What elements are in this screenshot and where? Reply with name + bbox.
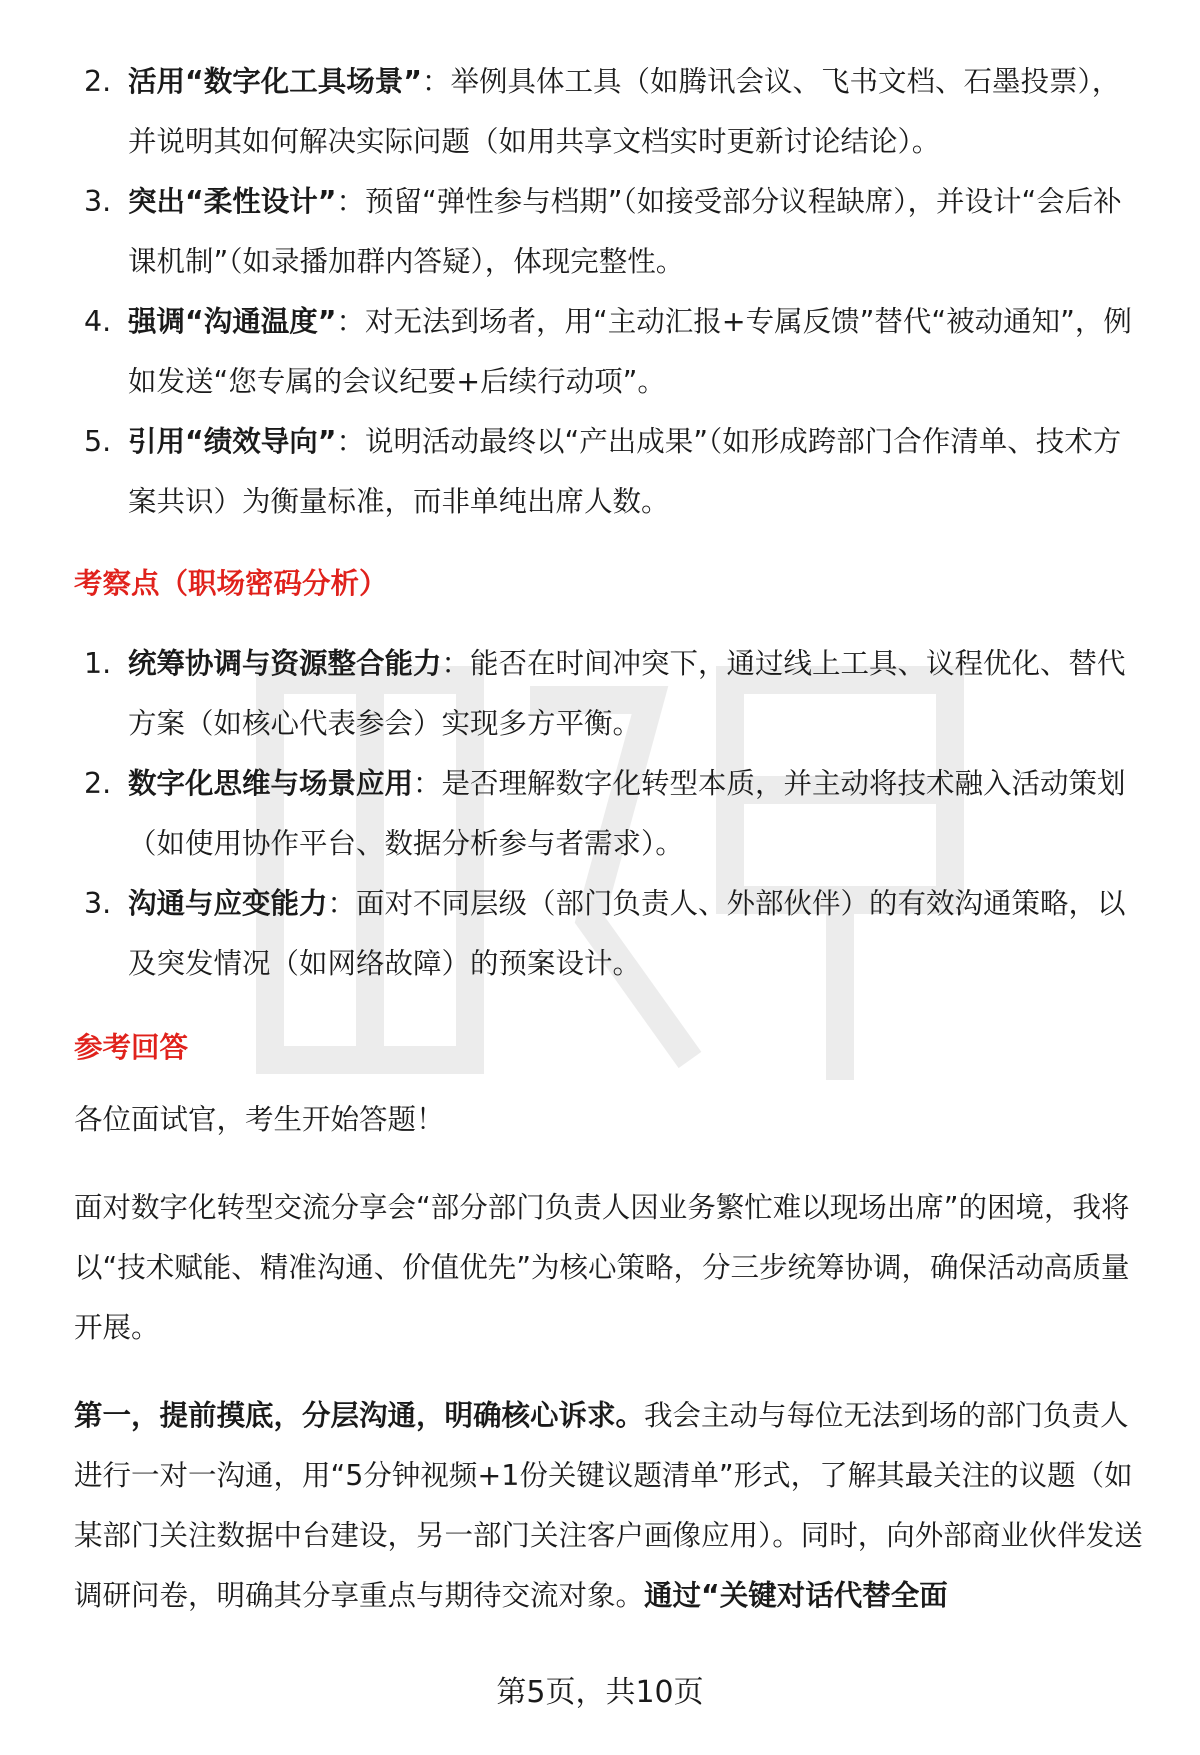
page-number-footer: 第5页，共10页 <box>496 1675 704 1710</box>
answer-intro: 面对数字化转型交流分享会“部分部门负责人因业务繁忙难以现场出席”的困境，我将以“技术赋能、精准沟通、价值优先”为核心策略，分三步统筹协调，确保活动高质量开展。 <box>74 1191 1130 1344</box>
list-item <box>74 874 1146 994</box>
list-item-title: 活用“数字化工具场景” <box>128 65 422 98</box>
list-item <box>74 754 1146 874</box>
list-item-number: 1. <box>84 647 112 680</box>
answer-step-1-tail: 通过“关键对话代替全面 <box>644 1579 948 1612</box>
list-item <box>74 172 1146 292</box>
list-item-text: ：举例具体工具（如腾讯会议、飞书文档、石墨投票），并说明其如何解决实际问题（如用共享文档实时更新讨论结论）。 <box>128 65 1121 158</box>
answer-step-1-text: 我会主动与每位无法到场的部门负责人进行一对一沟通，用“5分钟视频+1份关键议题清单”形式，了解其最关注的议题（如某部门关注数据中台建设，另一部门关注客户画像应用）。同时，向外部商业伙伴发送调研问卷，明确其分享重点与期待交流对象。 <box>74 1399 1143 1612</box>
list-item-text: ：对无法到场者，用“主动汇报+专属反馈”替代“被动通知”，例如发送“您专属的会议纪要+后续行动项”。 <box>128 305 1132 398</box>
list-item-text: ：预留“弹性参与档期”（如接受部分议程缺席），并设计“会后补课机制”（如录播加群内答疑），体现完整性。 <box>128 185 1122 278</box>
list-item-text: ：能否在时间冲突下，通过线上工具、议程优化、替代方案（如核心代表参会）实现多方平衡。 <box>128 647 1126 740</box>
tips-list <box>74 52 1146 532</box>
list-item-number: 3. <box>84 185 112 218</box>
list-item <box>74 634 1146 754</box>
list-item-title: 突出“柔性设计” <box>128 185 337 218</box>
list-item-text: ：说明活动最终以“产出成果”（如形成跨部门合作清单、技术方案共识）为衡量标准，而非单纯出席人数。 <box>128 425 1122 518</box>
list-item-text: ：是否理解数字化转型本质，并主动将技术融入活动策划（如使用协作平台、数据分析参与者需求）。 <box>128 767 1126 860</box>
answer-step-1 <box>74 1386 1146 1626</box>
answer-step-1-title: 第一，提前摸底，分层沟通，明确核心诉求。 <box>74 1399 645 1432</box>
exam-points-list <box>74 634 1146 994</box>
list-item-text: ：面对不同层级（部门负责人、外部伙伴）的有效沟通策略，以及突发情况（如网络故障）的预案设计。 <box>128 887 1126 980</box>
list-item-number: 4. <box>84 305 112 338</box>
list-item-title: 强调“沟通温度” <box>128 305 337 338</box>
list-item-number: 2. <box>84 767 112 800</box>
page-content <box>74 66 1146 1626</box>
list-item <box>74 412 1146 532</box>
list-item-number: 2. <box>84 65 112 98</box>
list-item <box>74 292 1146 412</box>
answer-greeting: 各位面试官，考生开始答题！ <box>74 1103 445 1136</box>
section-heading-reference-answer: 参考回答 <box>74 1031 189 1064</box>
list-item-number: 5. <box>84 425 112 458</box>
list-item <box>74 52 1146 172</box>
list-item-number: 3. <box>84 887 112 920</box>
list-item-title: 引用“绩效导向” <box>128 425 337 458</box>
list-item-title: 数字化思维与场景应用 <box>128 767 414 800</box>
list-item-title: 统筹协调与资源整合能力 <box>128 647 442 680</box>
section-heading-exam-points: 考察点（职场密码分析） <box>74 567 388 600</box>
list-item-title: 沟通与应变能力 <box>128 887 328 920</box>
